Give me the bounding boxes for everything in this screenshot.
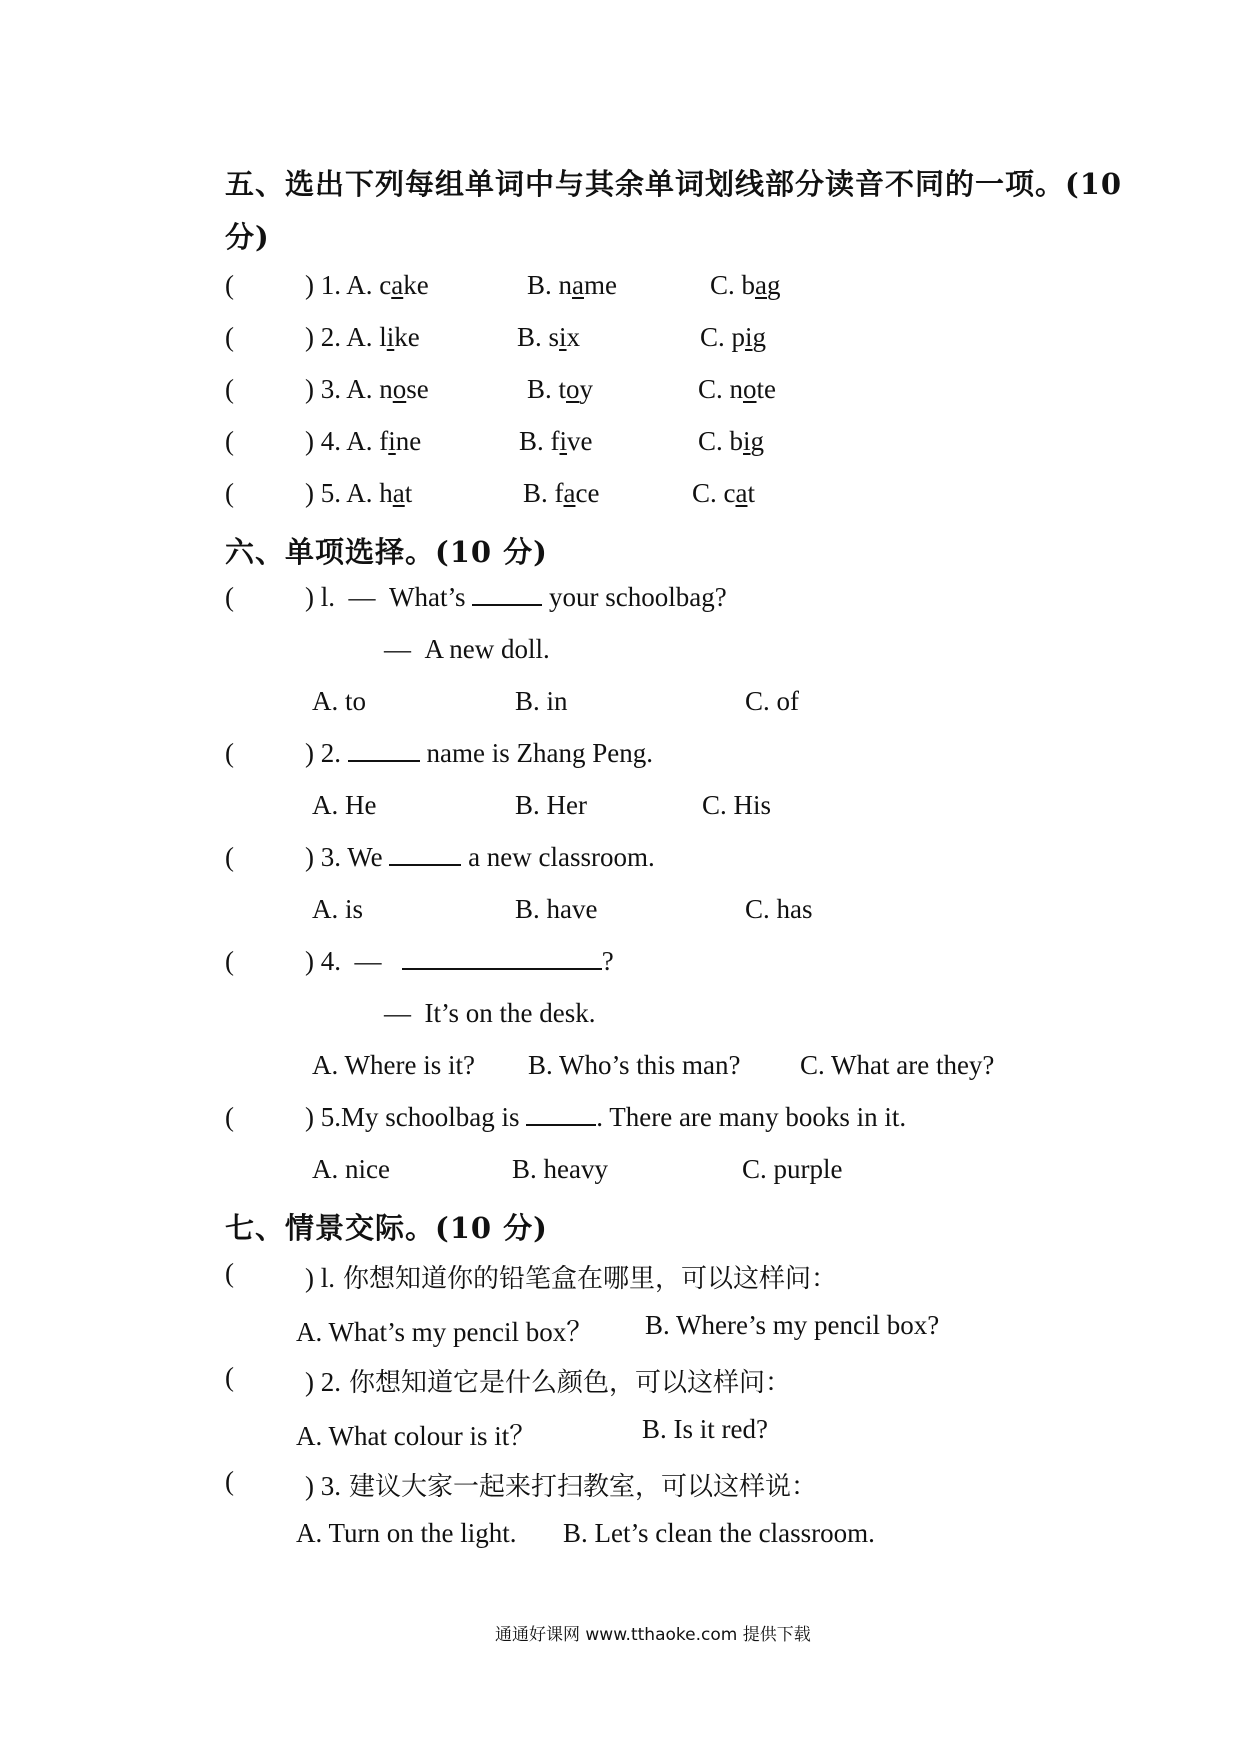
answer-line: — It’s on the desk. (384, 998, 596, 1028)
option-b: B. Her (515, 790, 587, 820)
option-a: A. What’s my pencil box？ (296, 1317, 594, 1347)
option-a: A. Turn on the light. (296, 1518, 517, 1548)
option-c: C. purple (742, 1154, 843, 1184)
answer-paren: ( (225, 738, 234, 768)
answer-blank[interactable] (348, 738, 420, 762)
option-c: C. pig (700, 322, 767, 352)
question-4: ) 4. — ? (305, 946, 614, 976)
answer-blank[interactable] (472, 582, 542, 606)
question-1: ) l. — What’s your schoolbag? (305, 582, 727, 612)
section-6-heading: 六、单项选择。(10 分) (225, 535, 548, 569)
option-a: A. to (312, 686, 366, 716)
answer-blank[interactable] (526, 1102, 596, 1126)
option-b: B. heavy (512, 1154, 608, 1184)
answer-paren: ( (225, 1466, 234, 1496)
answer-paren: ( (225, 842, 234, 872)
section-7-heading: 七、情景交际。(10 分) (225, 1211, 548, 1245)
option-c: C. bag (710, 270, 781, 300)
answer-paren: ( (225, 374, 234, 404)
option-b: B. name (527, 270, 617, 300)
option-b: B. toy (527, 374, 594, 404)
answer-blank[interactable] (402, 946, 602, 970)
question-number: ) 5. A. hat (305, 478, 413, 508)
option-c: C. has (745, 894, 813, 924)
option-b: B. have (515, 894, 598, 924)
answer-paren: ( (225, 946, 234, 976)
option-a: A. He (312, 790, 377, 820)
option-c: C. note (698, 374, 777, 404)
option-b: B. face (523, 478, 600, 508)
option-c: C. big (698, 426, 765, 456)
question-3: ) 3. We a new classroom. (305, 842, 655, 872)
option-c: C. cat (692, 478, 755, 508)
option-a: A. is (312, 894, 364, 924)
option-b: B. Let’s clean the classroom. (563, 1518, 875, 1548)
option-b: B. in (515, 686, 568, 716)
answer-paren: ( (225, 322, 234, 352)
answer-line: — A new doll. (384, 634, 550, 664)
situation-2: ) 2. 你想知道它是什么颜色，可以这样问： (305, 1367, 792, 1398)
answer-paren: ( (225, 270, 234, 300)
answer-paren: ( (225, 1102, 234, 1132)
answer-blank[interactable] (389, 842, 461, 866)
answer-paren: ( (225, 582, 234, 612)
answer-paren: ( (225, 1258, 234, 1288)
question-number: ) 4. A. fine (305, 426, 422, 456)
option-c: C. of (745, 686, 799, 716)
option-b: B. Who’s this man? (528, 1050, 741, 1080)
section-5-heading-cont: 分) (225, 220, 270, 254)
option-c: C. What are they? (800, 1050, 995, 1080)
answer-paren: ( (225, 478, 234, 508)
question-5: ) 5.My schoolbag is . There are many books in it. (305, 1102, 907, 1132)
option-a: A. Where is it? (312, 1050, 475, 1080)
option-a: A. What colour is it？ (296, 1421, 537, 1451)
option-c: C. His (702, 790, 772, 820)
situation-1: ) l. 你想知道你的铅笔盒在哪里，可以这样问： (305, 1263, 838, 1294)
question-number: ) 1. A. cake (305, 270, 429, 300)
question-number: ) 3. A. nose (305, 374, 429, 404)
question-2: ) 2. name is Zhang Peng. (305, 738, 653, 768)
section-5-heading: 五、选出下列每组单词中与其余单词划线部分读音不同的一项。(10 (225, 167, 1123, 201)
question-number: ) 2. A. like (305, 322, 420, 352)
situation-3: ) 3. 建议大家一起来打扫教室，可以这样说： (305, 1471, 818, 1502)
option-b: B. Is it red? (642, 1414, 768, 1444)
footer-source: 通通好课网 www.tthaoke.com 提供下载 (495, 1625, 811, 1645)
answer-paren: ( (225, 426, 234, 456)
option-a: A. nice (312, 1154, 390, 1184)
option-b: B. Where’s my pencil box? (645, 1310, 940, 1340)
option-b: B. five (519, 426, 593, 456)
option-b: B. six (517, 322, 581, 352)
answer-paren: ( (225, 1362, 234, 1392)
